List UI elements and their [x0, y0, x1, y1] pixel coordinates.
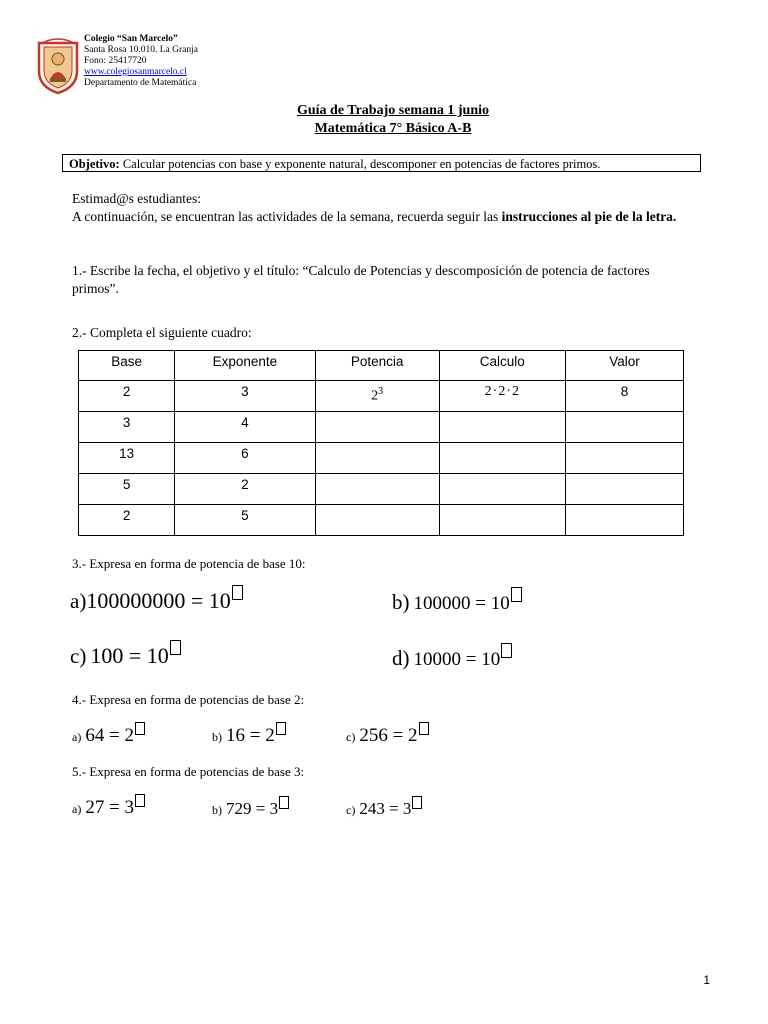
item-expression: 100000 = 10 — [413, 593, 510, 614]
table-cell-exponent: 5 — [175, 505, 315, 536]
table-cell-value[interactable] — [565, 505, 683, 536]
answer-box[interactable] — [501, 643, 512, 658]
table-header-power: Potencia — [315, 351, 439, 381]
table-header-exponent: Exponente — [175, 351, 315, 381]
item-expression: 243 = 3 — [359, 799, 412, 818]
powers-table — [78, 350, 684, 536]
greeting — [72, 190, 717, 226]
page-number: 1 — [703, 973, 710, 987]
item-expression: 100000000 = 10 — [86, 588, 231, 613]
table-cell-calculation[interactable] — [439, 505, 565, 536]
q3-item-a — [70, 588, 243, 614]
table-cell-power[interactable] — [315, 443, 439, 474]
greeting-salutation: Estimad@s estudiantes: — [72, 191, 202, 206]
item-letter: a) — [70, 589, 87, 613]
table-row — [79, 412, 684, 443]
table-cell-base: 3 — [79, 412, 175, 443]
answer-box[interactable] — [279, 796, 289, 809]
item-expression: 64 = 2 — [85, 725, 135, 746]
table-cell-calculation: 2·2·2 — [439, 381, 565, 412]
answer-box[interactable] — [412, 796, 422, 809]
table-cell-base: 5 — [79, 474, 175, 505]
school-crest-icon — [36, 35, 80, 95]
table-cell-value[interactable] — [565, 443, 683, 474]
question-1: 1.- Escribe la fecha, el objetivo y el título: “Calculo de Potencias y descomposición de potencia de factores primos”. — [72, 263, 650, 296]
item-expression: 10000 = 10 — [413, 649, 501, 670]
item-letter: c) — [346, 730, 356, 744]
school-address: Santa Rosa 10.010. La Granja — [84, 45, 198, 55]
q5-item-b — [212, 799, 289, 819]
item-letter: a) — [72, 802, 82, 816]
item-letter: c) — [346, 803, 356, 817]
item-letter: b) — [212, 803, 222, 817]
q3-item-b — [392, 590, 522, 615]
table-cell-calculation[interactable] — [439, 474, 565, 505]
q5-item-a — [72, 797, 145, 819]
table-cell-value[interactable] — [565, 474, 683, 505]
table-cell-value[interactable] — [565, 412, 683, 443]
table-cell-calculation[interactable] — [439, 443, 565, 474]
table-header-value: Valor — [565, 351, 683, 381]
answer-box[interactable] — [232, 585, 243, 600]
greeting-intro: A continuación, se encuentran las actividades de la semana, recuerda seguir las instrucciones al pie de la letra. — [72, 209, 677, 224]
answer-box[interactable] — [170, 640, 181, 655]
answer-box[interactable] — [419, 722, 429, 735]
table-cell-calculation[interactable] — [439, 412, 565, 443]
table-cell-value: 8 — [565, 381, 683, 412]
answer-box[interactable] — [511, 587, 522, 602]
answer-box[interactable] — [135, 722, 145, 735]
item-expression: 729 = 3 — [226, 799, 279, 818]
item-expression: 27 = 3 — [85, 797, 135, 818]
table-cell-exponent: 3 — [175, 381, 315, 412]
item-letter: a) — [72, 730, 82, 744]
item-letter: b) — [212, 730, 222, 744]
table-cell-exponent: 4 — [175, 412, 315, 443]
worksheet-subtitle: Matemática 7° Básico A-B — [314, 121, 472, 136]
item-expression: 16 = 2 — [226, 725, 275, 746]
q5-item-c — [346, 799, 422, 819]
table-cell-power: $2^3$ — [315, 381, 439, 412]
table-cell-power[interactable] — [315, 412, 439, 443]
question-5: 5.- Expresa en forma de potencias de base 3: — [72, 764, 305, 779]
question-4: 4.- Expresa en forma de potencias de base 2: — [72, 692, 305, 707]
objective-label: Objetivo: — [69, 157, 120, 171]
table-cell-base: 13 — [79, 443, 175, 474]
item-expression: 100 = 10 — [90, 643, 169, 668]
table-cell-power[interactable] — [315, 505, 439, 536]
table-row — [79, 381, 684, 412]
table-cell-base: 2 — [79, 505, 175, 536]
q3-item-d — [392, 646, 512, 671]
item-expression: 256 = 2 — [359, 725, 418, 746]
item-letter: d) — [392, 646, 410, 670]
objective-text: Calcular potencias con base y exponente natural, descomponer en potencias de factores primos. — [119, 157, 601, 171]
greeting-emphasis: instrucciones al pie de la letra. — [501, 209, 677, 224]
table-row — [79, 474, 684, 505]
table-header-row — [79, 351, 684, 381]
table-cell-exponent: 6 — [175, 443, 315, 474]
item-letter: b) — [392, 590, 410, 614]
school-department: Departamento de Matemática — [84, 78, 197, 88]
school-website-link[interactable]: www.colegiosanmarcelo.cl — [84, 67, 187, 77]
objective-box — [62, 154, 701, 172]
table-header-base: Base — [79, 351, 175, 381]
school-name: Colegio “San Marcelo” — [84, 34, 178, 44]
question-2: 2.- Completa el siguiente cuadro: — [72, 325, 252, 340]
table-cell-power[interactable] — [315, 474, 439, 505]
table-header-calculation: Calculo — [439, 351, 565, 381]
table-row — [79, 443, 684, 474]
question-3: 3.- Expresa en forma de potencia de base 10: — [72, 556, 306, 571]
school-info — [84, 34, 198, 89]
item-letter: c) — [70, 644, 87, 668]
q3-item-c — [70, 643, 181, 669]
answer-box[interactable] — [276, 722, 286, 735]
table-cell-base: 2 — [79, 381, 175, 412]
q4-item-b — [212, 725, 286, 747]
table-cell-exponent: 2 — [175, 474, 315, 505]
school-phone: Fono: 25417720 — [84, 56, 147, 66]
answer-box[interactable] — [135, 794, 145, 807]
table-row — [79, 505, 684, 536]
worksheet-title: Guía de Trabajo semana 1 junio — [296, 103, 489, 118]
q4-item-c — [346, 725, 429, 747]
q4-item-a — [72, 725, 145, 747]
